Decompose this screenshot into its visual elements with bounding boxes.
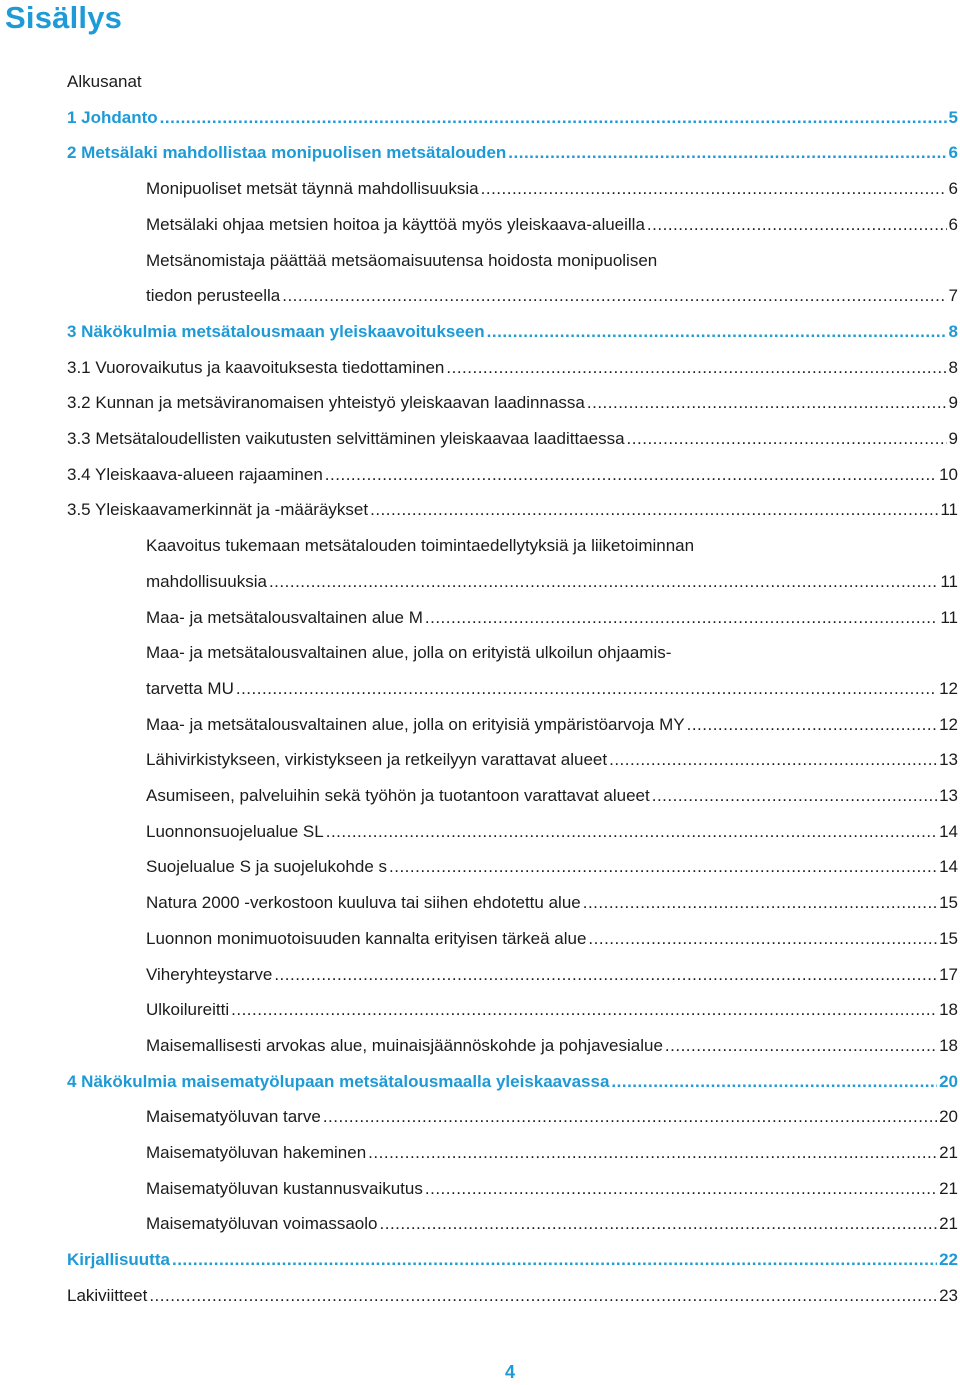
- toc-entry-page: 6: [948, 214, 958, 234]
- toc-entry-label: Lähivirkistykseen, virkistykseen ja retkeilyyn varattavat alueet: [146, 750, 608, 770]
- toc-entry-label: Natura 2000 -verkostoon kuuluva tai siihen ehdotettu alue: [146, 893, 581, 913]
- toc-entry-page: 9: [948, 429, 958, 448]
- toc-entry-page: 18: [939, 1000, 958, 1020]
- toc-entry-label: 3.4 Yleiskaava-alueen rajaaminen: [67, 464, 323, 484]
- toc-entry-page: 8: [948, 357, 958, 377]
- toc-entry-page: 21: [939, 1178, 958, 1198]
- toc-entry-label: 3.5 Yleiskaavamerkinnät ja -määräykset: [67, 500, 369, 520]
- page-number: 4: [504, 1362, 515, 1382]
- toc-entry-page: 21: [939, 1214, 958, 1234]
- dot-leader: [325, 465, 937, 485]
- toc-entry-page: 5: [948, 107, 958, 127]
- toc-entry-page: 20: [939, 1107, 958, 1127]
- dot-leader: [687, 715, 937, 735]
- toc-entry-label: Maisematyöluvan kustannusvaikutus: [146, 1178, 423, 1198]
- toc-entry-label: mahdollisuuksia: [146, 571, 267, 591]
- toc-entry-label: Luonnon monimuotoisuuden kannalta erityisen tärkeä alue: [146, 928, 587, 948]
- dot-leader: [446, 358, 946, 378]
- dot-leader: [236, 679, 937, 699]
- toc-entry-label: Suojelualue S ja suojelukohde s: [146, 857, 388, 877]
- dot-leader: [160, 108, 947, 128]
- toc-entry-page: 13: [939, 750, 958, 770]
- dot-leader: [627, 429, 947, 449]
- dot-leader: [326, 822, 937, 842]
- toc-entry-label: 2 Metsälaki mahdollistaa monipuolisen metsätalouden: [67, 143, 507, 163]
- toc-entry-label: Maa- ja metsätalousvaltainen alue M: [146, 607, 423, 627]
- toc-entry-label: Ulkoilureitti: [146, 1000, 230, 1020]
- toc-entry-page: 15: [939, 893, 958, 913]
- toc-entry-page: 11: [940, 571, 958, 591]
- dot-leader: [487, 322, 947, 342]
- dot-leader: [368, 1143, 937, 1163]
- dot-leader: [587, 393, 947, 413]
- toc-entry-label: 1 Johdanto: [67, 107, 158, 127]
- toc-entry-page: 12: [939, 678, 958, 698]
- toc-entry-label-line1: Maa- ja metsätalousvaltainen alue, jolla on erityistä ulkoilun ohjaamis-: [146, 643, 672, 663]
- toc-entry-label: 3.2 Kunnan ja metsäviranomaisen yhteistyö yleiskaavan laadinnassa: [67, 393, 585, 413]
- dot-leader: [323, 1107, 937, 1127]
- dot-leader: [652, 786, 937, 806]
- dot-leader: [380, 1214, 938, 1234]
- toc-entry-page: 6: [948, 143, 958, 163]
- toc-entry-page: 8: [948, 321, 958, 341]
- toc-entry-label: Asumiseen, palveluihin sekä työhön ja tuotantoon varattavat alueet: [146, 786, 650, 805]
- toc-entry-page: 17: [939, 964, 958, 984]
- toc-entry-label: Monipuoliset metsät täynnä mahdollisuuksia: [146, 179, 479, 199]
- dot-leader: [172, 1250, 937, 1270]
- toc-entry-page: 22: [939, 1250, 958, 1270]
- dot-leader: [425, 1179, 937, 1199]
- dot-leader: [269, 572, 938, 592]
- toc-entry-label: Metsälaki ohjaa metsien hoitoa ja käyttöä myös yleiskaava-alueilla: [146, 214, 645, 234]
- dot-leader: [583, 893, 937, 913]
- toc-entry-label: 3.1 Vuorovaikutus ja kaavoituksesta tiedottaminen: [67, 357, 445, 377]
- toc-entry-page: 18: [939, 1035, 958, 1055]
- toc-entry-label: Maisematyöluvan hakeminen: [146, 1143, 367, 1162]
- toc-entry-label: Alkusanat: [67, 72, 142, 91]
- dot-leader: [508, 143, 946, 163]
- toc-entry-label: Lakiviitteet: [67, 1285, 148, 1305]
- dot-leader: [588, 929, 937, 949]
- toc-entry-label: Maisematyöluvan voimassaolo: [146, 1214, 378, 1234]
- dot-leader: [389, 857, 937, 877]
- toc-entry-page: 12: [939, 714, 958, 734]
- toc-entry-page: 11: [940, 607, 958, 627]
- toc-entry-page: 20: [939, 1071, 958, 1091]
- toc-entry-page: 7: [948, 286, 958, 306]
- toc-entry-label: tiedon perusteella: [146, 286, 281, 306]
- toc-entry-page: 6: [948, 179, 958, 199]
- toc-entry-page: 13: [939, 786, 958, 805]
- toc-entry-label: Viheryhteystarve: [146, 964, 273, 984]
- dot-leader: [282, 286, 946, 306]
- toc-entry-page: 10: [939, 464, 958, 484]
- dot-leader: [149, 1286, 937, 1306]
- dot-leader: [231, 1000, 937, 1020]
- dot-leader: [274, 965, 937, 985]
- toc-entry-page: 14: [939, 857, 958, 877]
- toc-entry-label: Kirjallisuutta: [67, 1250, 170, 1270]
- dot-leader: [611, 1072, 937, 1092]
- toc-entry-label: 3 Näkökulmia metsätalousmaan yleiskaavoitukseen: [67, 321, 485, 341]
- toc-entry-page: 15: [939, 928, 958, 948]
- page-title: Sisällys: [5, 0, 123, 35]
- toc-entry-label: 4 Näkökulmia maisematyölupaan metsätalousmaalla yleiskaavassa: [67, 1071, 610, 1091]
- toc-entry-label: Maisemallisesti arvokas alue, muinaisjäännöskohde ja pohjavesialue: [146, 1035, 663, 1055]
- dot-leader: [425, 608, 938, 628]
- toc-entry-label: Maa- ja metsätalousvaltainen alue, jolla on erityisiä ympäristöarvoja MY: [146, 714, 685, 734]
- toc-entry-page: 11: [940, 500, 958, 520]
- dot-leader: [481, 179, 947, 199]
- dot-leader: [665, 1036, 937, 1056]
- toc-entry-label: 3.3 Metsätaloudellisten vaikutusten selvittäminen yleiskaavaa laadittaessa: [67, 429, 625, 448]
- toc-entry-page: 14: [939, 821, 958, 841]
- toc-entry-label-line1: Kaavoitus tukemaan metsätalouden toimintaedellytyksiä ja liiketoiminnan: [146, 536, 695, 556]
- dot-leader: [370, 500, 938, 520]
- toc-entry-page: 9: [948, 393, 958, 413]
- toc-entry-label: Luonnonsuojelualue SL: [146, 821, 324, 841]
- toc-entry-label: Maisematyöluvan tarve: [146, 1107, 321, 1127]
- toc-entry-label-line1: Metsänomistaja päättää metsäomaisuutensa hoidosta monipuolisen: [146, 250, 658, 270]
- dot-leader: [609, 750, 937, 770]
- toc-entry-label: tarvetta MU: [146, 678, 234, 698]
- dot-leader: [647, 215, 947, 235]
- toc-entry-page: 21: [939, 1143, 958, 1162]
- toc-entry-page: 23: [939, 1285, 958, 1305]
